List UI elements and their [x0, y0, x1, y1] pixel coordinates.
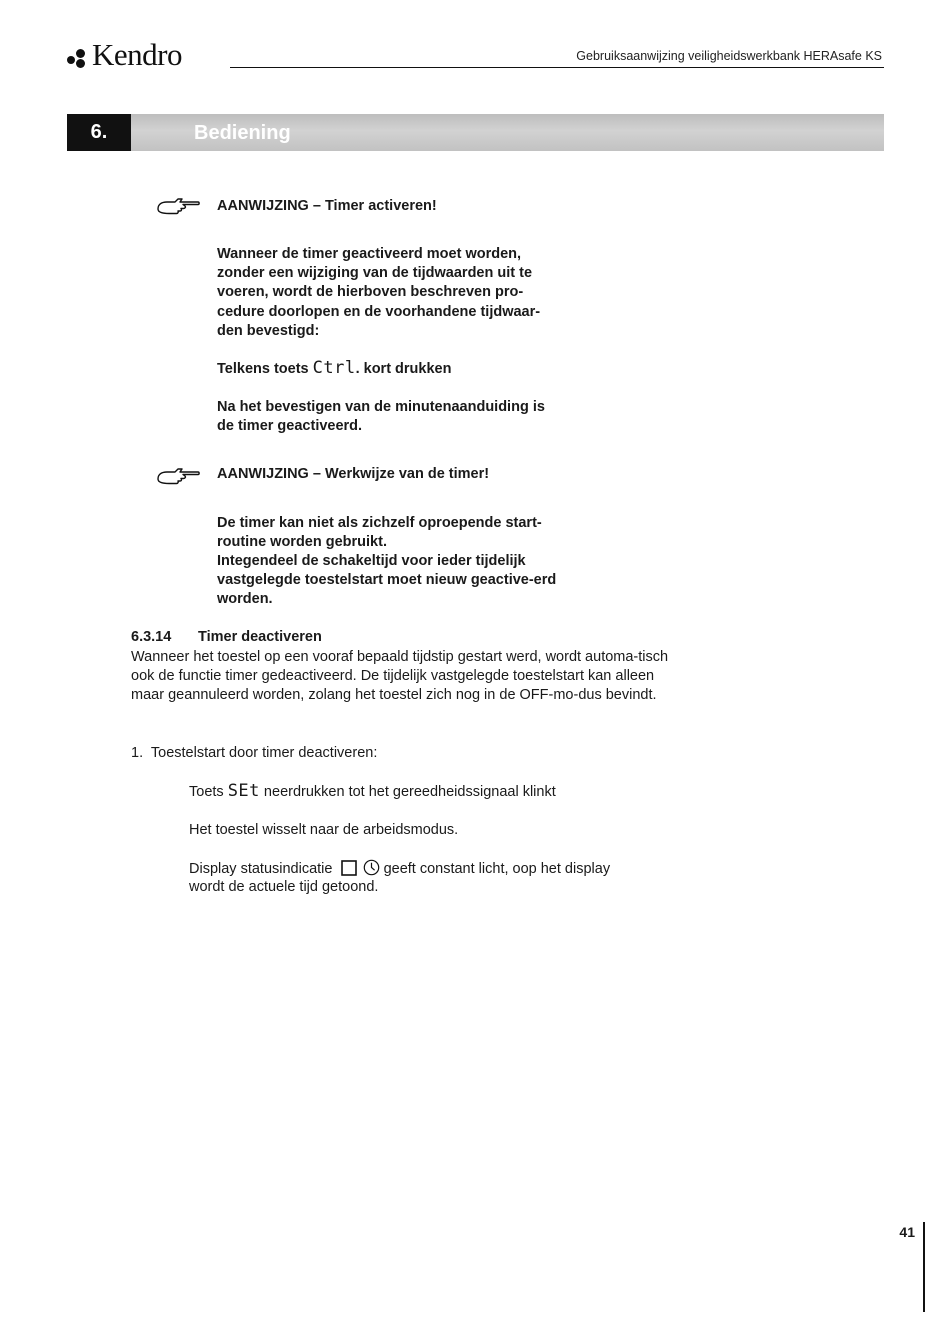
- status-text-suffix: geeft constant licht, oop het display: [383, 861, 611, 877]
- pointing-hand-icon: [156, 466, 200, 488]
- note-key-instruction: [217, 359, 577, 379]
- step-prefix: Toets: [189, 784, 228, 800]
- section-intro: Wanneer het toestel op een vooraf bepaald tijdstip gestart werd, wordt automa-tisch ook de functie timer gedeactiveerd. De tijdelijk vastgelegde toestelstart kan alleen maar geannuleerd worden, zolang het toestel zich nog in de OFF-mo-dus bevindt.: [131, 649, 669, 704]
- note-paragraph-2: Integendeel de schakeltijd voor ieder tijdelijk vastgelegde toestelstart moet nieuw geactive-erd worden.: [217, 553, 557, 608]
- set-key-label: SEt: [227, 781, 260, 801]
- note-paragraph-confirm: Na het bevestigen van de minutenaanduiding is de timer geactiveerd.: [217, 399, 545, 435]
- pointing-hand-icon: [156, 196, 200, 218]
- step-suffix: neerdrukken tot het gereedheidssignaal klinkt: [259, 784, 556, 800]
- step-work-mode: Het toestel wisselt naar de arbeidsmodus.: [189, 822, 459, 838]
- ctrl-key-label: Ctrl: [312, 358, 356, 378]
- note-paragraph: Wanneer de timer geactiveerd moet worden, zonder een wijziging van de tijdwaarden uit te voeren, wordt de hierboven beschreven pro-cedure doorlopen en de voorhandene tijdwaar-den bevestigd:: [217, 246, 541, 339]
- note-title-timer-workflow: AANWIJZING – Werkwijze van de timer!: [217, 466, 490, 482]
- section-number: 6.3.14: [131, 629, 172, 645]
- note-paragraph: De timer kan niet als zichzelf oproepende start-routine worden gebruikt.: [217, 515, 542, 551]
- note-title-timer-activate: AANWIJZING – Timer activeren!: [217, 198, 437, 214]
- kendro-logo: [66, 36, 182, 72]
- status-text-prefix: Display statusindicatie: [189, 861, 333, 877]
- chapter-number: 6.: [67, 114, 131, 151]
- square-status-icon: [341, 860, 357, 876]
- list-item: 1. Toestelstart door timer deactiveren:: [131, 745, 378, 761]
- page-number-rule: [923, 1222, 925, 1312]
- section-title: Timer deactiveren: [198, 629, 322, 645]
- document-title: Gebruiksaanwijzing veiligheidswerkbank HERAsafe KS: [576, 49, 882, 63]
- key-instruction-prefix: Telkens toets: [217, 361, 313, 377]
- step-status-display-line2: wordt de actuele tijd getoond.: [189, 879, 379, 895]
- logo-dots-icon: [66, 39, 92, 69]
- page-number: 41: [899, 1224, 915, 1240]
- step-press-set: [189, 782, 669, 802]
- clock-status-icon: [363, 859, 380, 876]
- header-divider: [230, 67, 884, 68]
- logo-text: Kendro: [92, 36, 182, 72]
- key-instruction-suffix: . kort drukken: [355, 361, 452, 377]
- section-heading: [131, 628, 322, 647]
- chapter-title: Bediening: [194, 122, 291, 144]
- step-status-display: [189, 859, 669, 879]
